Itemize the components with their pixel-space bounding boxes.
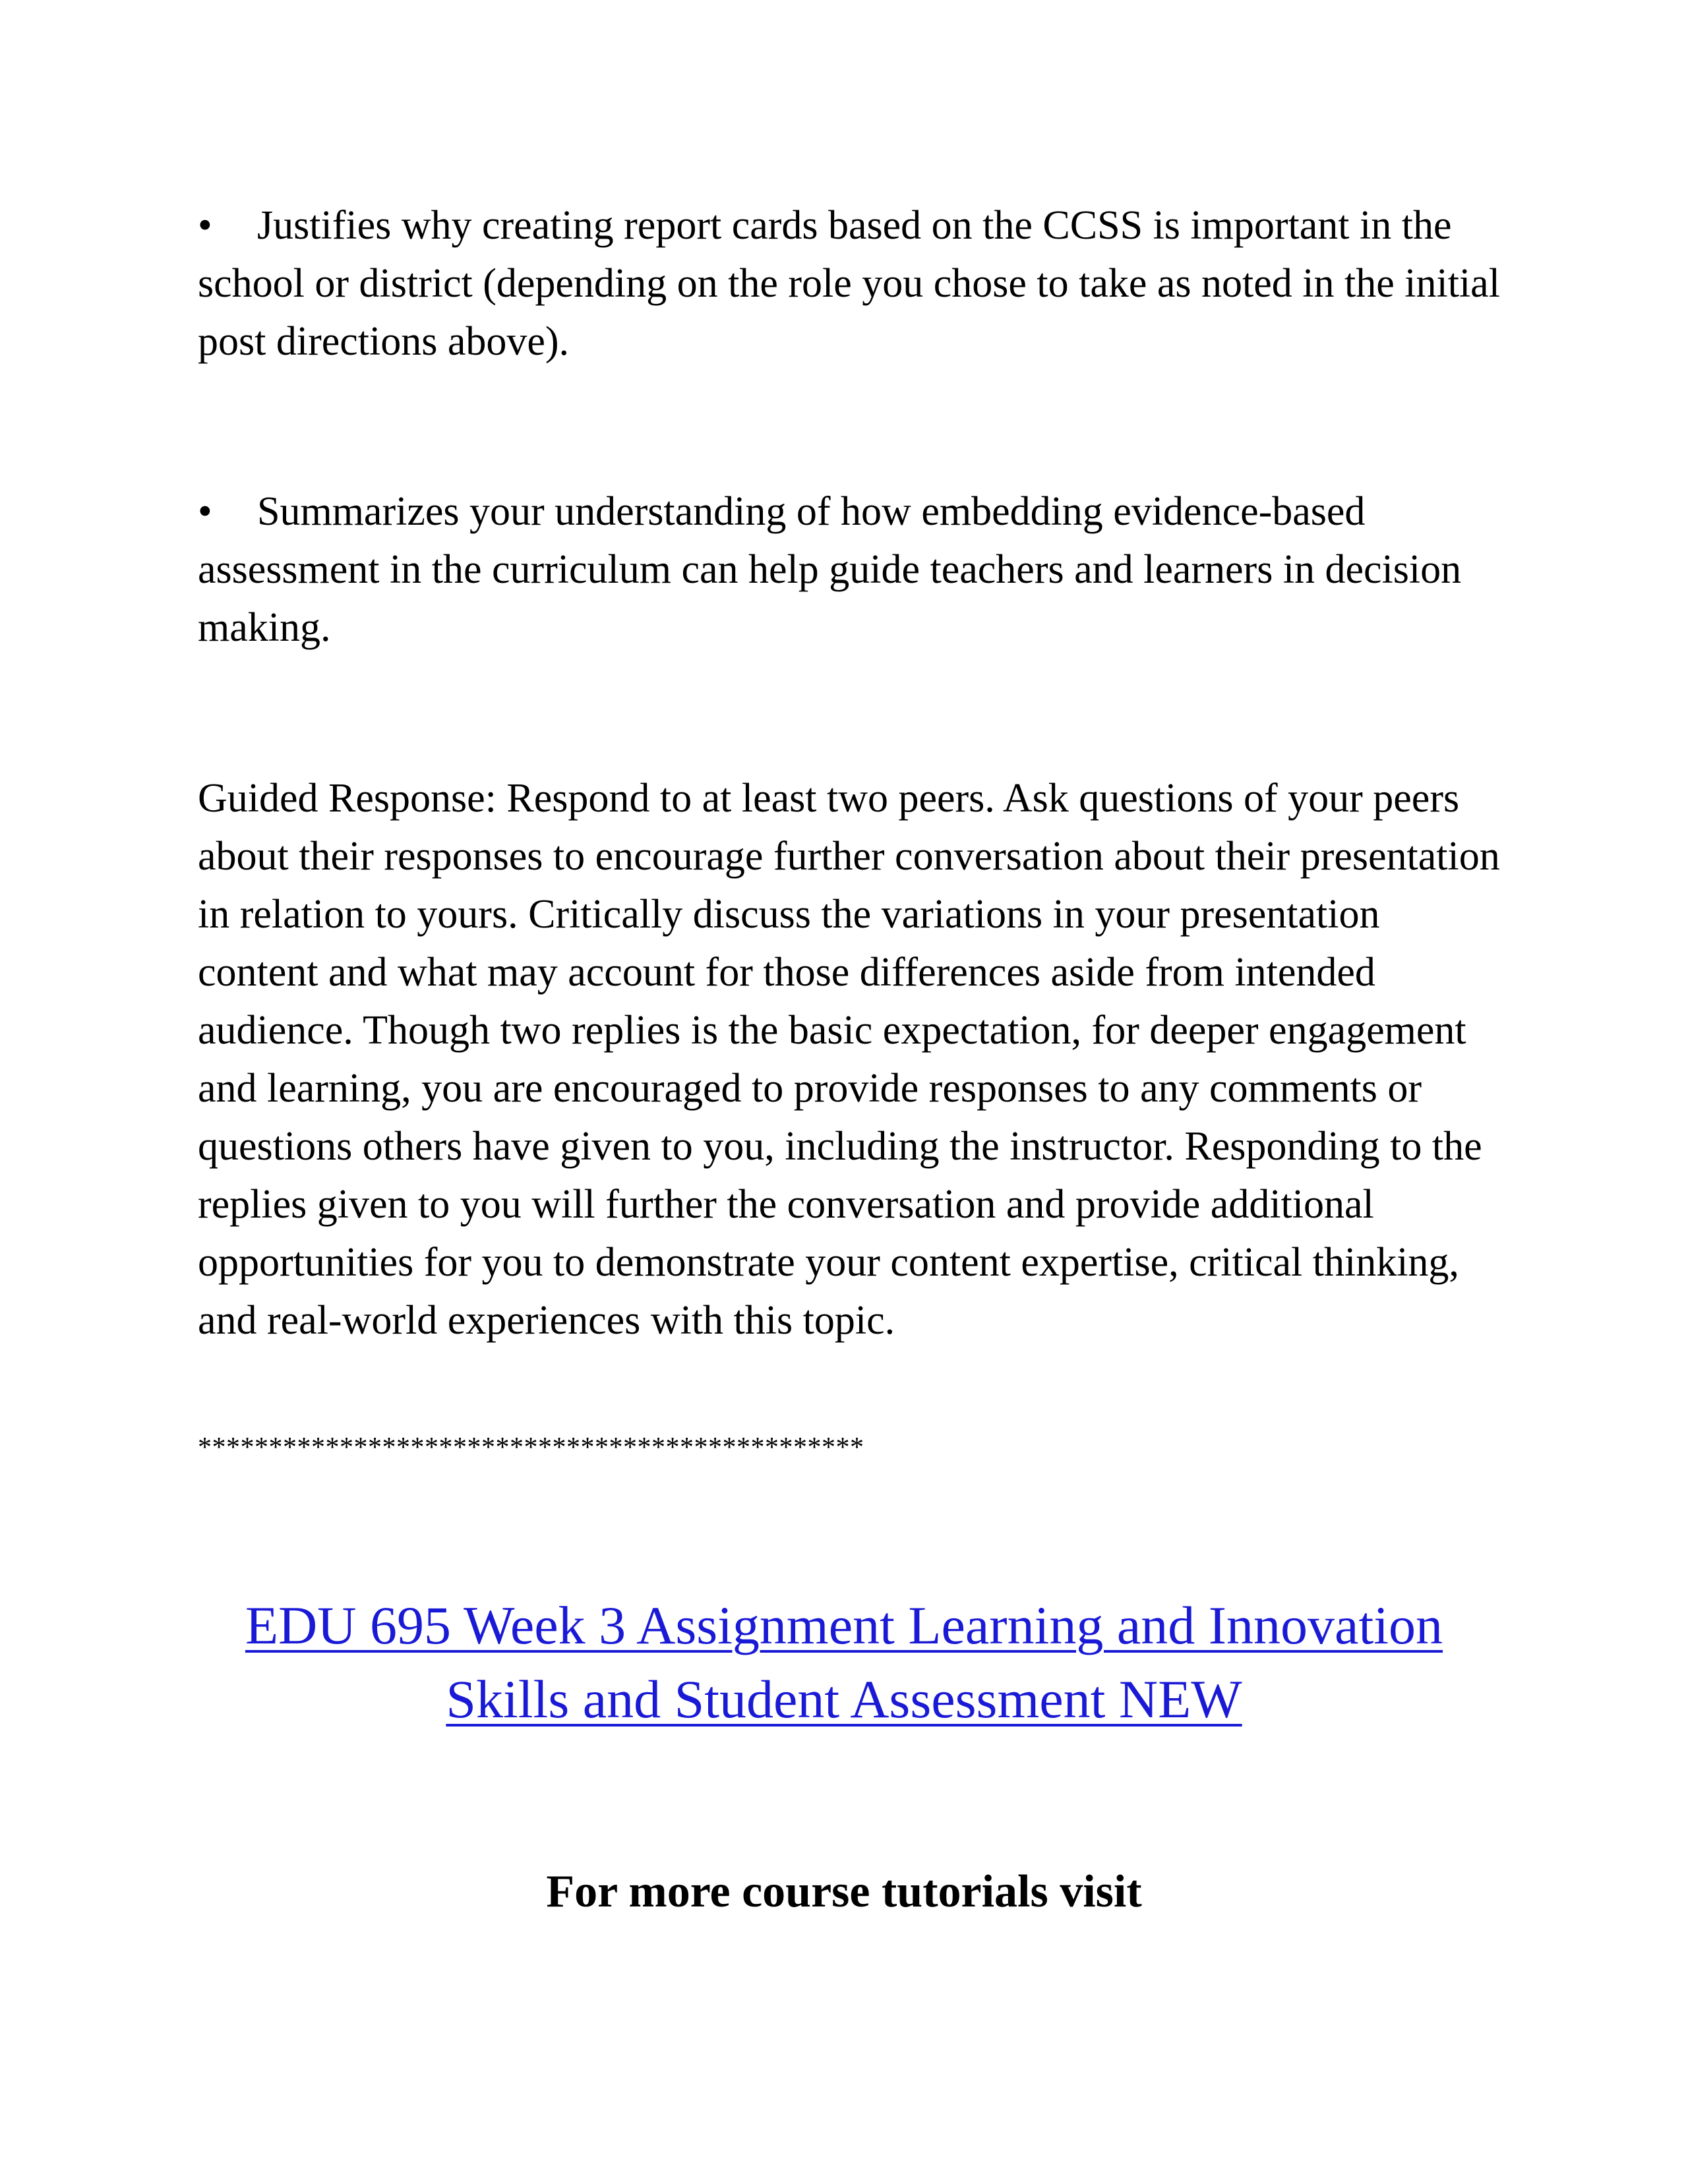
bullet-text: Summarizes your understanding of how embedding evidence-based assessment in the curriculum can help guide teachers and learners in decision making. bbox=[198, 489, 1462, 650]
assignment-link-block bbox=[0, 1589, 1688, 1736]
guided-response-paragraph: Guided Response: Respond to at least two peers. Ask questions of your peers about their responses to encourage further conversation about their presentation in relation to yours. Critically discuss the variations in your presentation content and what may account for those differences aside from intended audience. Though two replies is the basic expectation, for deeper engagement and learning, you are encouraged to provide responses to any comments or questions others have given to you, including the instructor. Responding to the replies given to you will further the conversation and provide additional opportunities for you to demonstrate your content expertise, critical thinking, and real-world experiences with this topic. bbox=[198, 776, 1500, 1343]
bullet-symbol: • bbox=[198, 203, 212, 248]
visit-heading: For more course tutorials visit bbox=[546, 1866, 1142, 1917]
bullet-item-report-cards bbox=[198, 196, 1503, 370]
assignment-link-line-2: Skills and Student Assessment NEW bbox=[446, 1669, 1242, 1729]
bullet-text: Justifies why creating report cards based on the CCSS is important in the school or district (depending on the role you chose to take as noted in the initial post directions above). bbox=[198, 203, 1500, 364]
bullet-item-evidence-based-assessment bbox=[198, 483, 1503, 657]
assignment-link[interactable] bbox=[245, 1595, 1443, 1729]
assignment-link-line-1: EDU 695 Week 3 Assignment Learning and Innovation bbox=[245, 1595, 1443, 1655]
asterisk-separator: *********************************************** bbox=[198, 1432, 864, 1463]
bullet-symbol: • bbox=[198, 489, 212, 534]
